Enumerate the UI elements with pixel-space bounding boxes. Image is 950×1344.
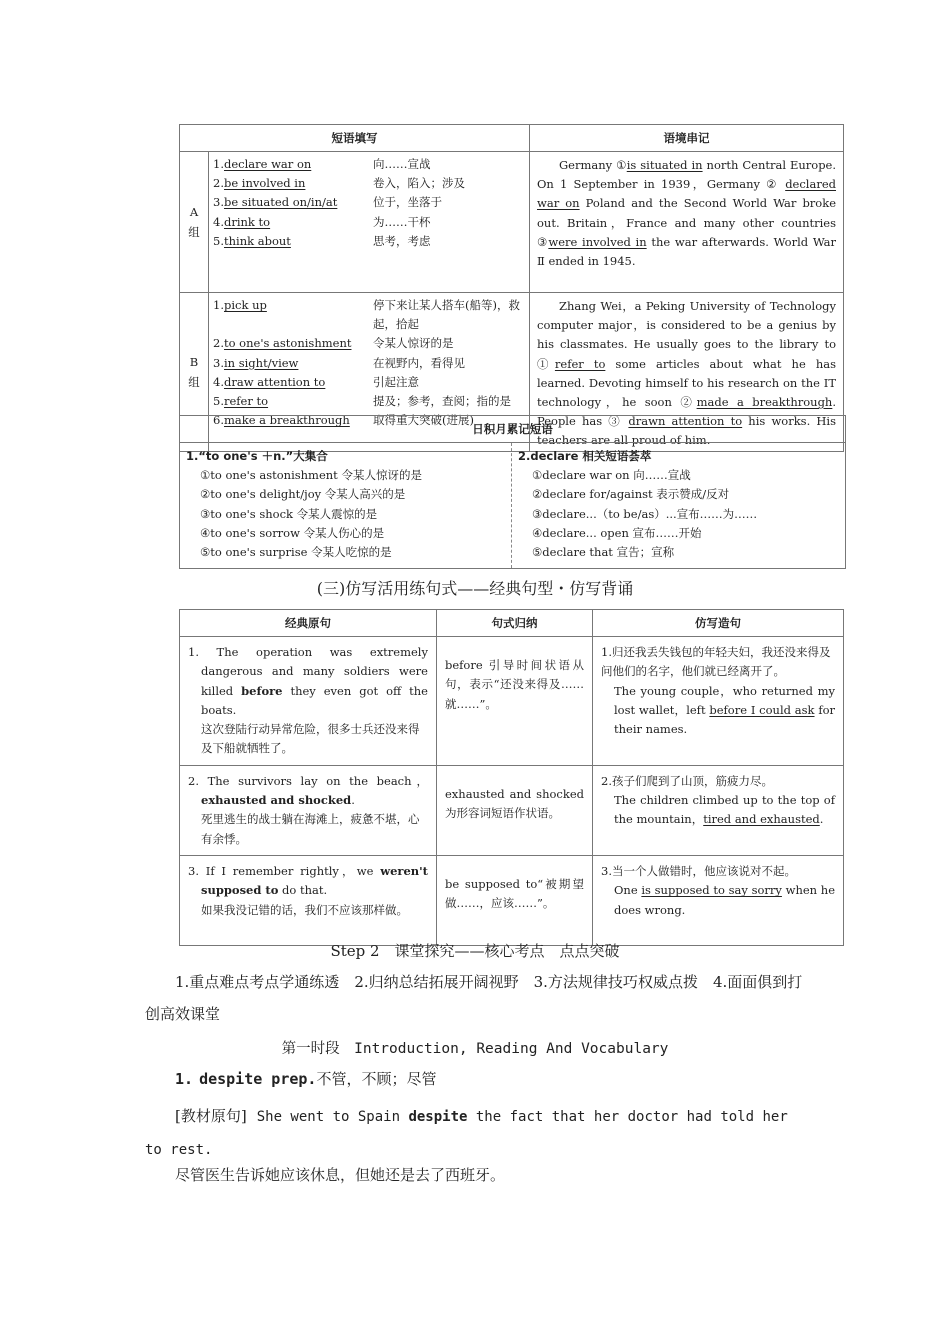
example-pre: She went to Spain [256, 1109, 409, 1125]
phrase-list [209, 152, 530, 293]
example-label: [教材原句] [175, 1107, 247, 1125]
imitation-en [601, 791, 835, 830]
example-key: despite [408, 1109, 468, 1125]
phrase-number: 4. [213, 374, 224, 389]
phrase-en [213, 213, 373, 232]
text-run: for their names. [614, 702, 835, 737]
phrase-number: 6. [213, 413, 224, 428]
pattern-summary [437, 637, 593, 766]
phrase-text: draw attention to [223, 374, 326, 389]
pattern-summary [437, 765, 593, 855]
sentence-row [180, 637, 844, 766]
example-post: the fact that her doctor had told her to rest. [145, 1109, 788, 1158]
accumulation-title: 日积月累记短语 [180, 416, 845, 443]
imitation-cn: 1.归还我丢失钱包的年轻夫妇，我还没来得及问他们的名字，他们就已经离开了。 [601, 645, 831, 679]
imitation-cn: 2.孩子们爬到了山顶，筋疲力尽。 [601, 773, 773, 788]
phrase-cn: 卷入，陷入；涉及 [373, 176, 465, 191]
accumulation-item: ⑤declare that 宣告；宣称 [532, 545, 675, 560]
text-run: when he does wrong. [614, 883, 835, 917]
text-run: One [614, 883, 642, 898]
text-run: 2. The survivors lay on the beach， [188, 773, 428, 788]
phrase-row [213, 232, 529, 251]
col-header-context: 语境串记 [530, 125, 844, 152]
phrase-number: 3. [213, 195, 224, 210]
text-run: 3. If I remember rightly，we [188, 863, 381, 878]
original-sentence [180, 765, 437, 855]
key-phrase: before [241, 683, 283, 698]
original-en [188, 643, 428, 720]
answer-text: were involved in [548, 234, 647, 249]
accumulation-right-heading: 2.declare 相关短语荟萃 [518, 449, 652, 463]
col-header-imitation: 仿写造句 [593, 610, 844, 637]
answer-text: is situated in [626, 158, 703, 172]
text-run: north Central Europe. On 1 September in 1939，Germany ② [537, 158, 837, 192]
section-title: (三)仿写活用练句式——经典句型・仿写背诵 [316, 579, 634, 598]
accumulation-left [180, 443, 511, 568]
phrase-row [213, 193, 529, 212]
key-phrase: weren't supposed to [201, 863, 428, 898]
period-title: 第一时段 Introduction, Reading And Vocabulary [281, 1041, 669, 1057]
phrase-row [213, 392, 529, 411]
original-en [188, 862, 428, 901]
pattern-text: before 引导时间状语从句，表示“还没来得及……就……”。 [445, 658, 584, 711]
text-run: The children climbed up to the top of the mountain， [614, 793, 835, 827]
text-run: Germany ① [559, 158, 627, 172]
col-header-summary: 句式归纳 [437, 610, 593, 637]
sentence-row [180, 855, 844, 945]
accumulation-item: ③declare...（to be/as）...宣布……为…… [532, 506, 758, 521]
phrase-number: 5. [213, 233, 224, 248]
original-cn: 如果我没记错的话，我们不应该那样做。 [201, 902, 408, 917]
vocab-meaning: 不管，不顾；尽管 [316, 1070, 437, 1088]
pattern-summary [437, 855, 593, 945]
phrase-cn: 向……宣战 [373, 157, 431, 171]
phrase-text: to one's astonishment [223, 336, 352, 351]
accumulation-box [179, 415, 846, 569]
imitation-sentence [593, 855, 844, 945]
vocab-entry [175, 1068, 436, 1089]
phrase-row [213, 155, 529, 174]
answer-text: declared war on [537, 177, 836, 211]
original-en [188, 772, 428, 811]
col-header-original: 经典原句 [180, 610, 437, 637]
imitation-sentence [593, 637, 844, 766]
context-paragraph [530, 152, 844, 293]
answer-text: is supposed to say sorry [641, 883, 782, 898]
phrase-row [213, 296, 529, 334]
intro-text: 1.重点难点考点学通练透 2.归纳总结拓展开阔视野 3.方法规律技巧权威点拨 4.面面俱到打创高效课堂 [145, 973, 803, 1023]
answer-text: drawn attention to [628, 414, 743, 429]
phrase-text: in sight/view [223, 355, 299, 370]
phrase-cn: 为……干杯 [373, 214, 431, 229]
phrase-row [213, 174, 529, 193]
phrase-table [179, 124, 844, 452]
accumulation-item: ⑤to one's surprise 令某人吃惊的是 [200, 545, 392, 560]
phrase-en [213, 373, 373, 392]
text-run: they even got off the boats. [201, 683, 428, 717]
phrase-en [213, 392, 373, 411]
col-header-phrases: 短语填写 [180, 125, 530, 152]
phrase-number: 2. [213, 176, 224, 191]
phrase-text: drink to [223, 214, 271, 229]
phrase-row [213, 334, 529, 353]
group-a-label: A 组 [188, 205, 200, 239]
vocab-word: despite prep. [199, 1070, 317, 1088]
phrase-cn: 思考，考虑 [373, 233, 431, 248]
phrase-en [213, 296, 373, 334]
phrase-cn: 取得重大突破(进展) [373, 413, 474, 428]
original-sentence [180, 637, 437, 766]
answer-text: before I could ask [709, 702, 815, 717]
phrase-text: pick up [223, 298, 267, 312]
phrase-number: 2. [213, 336, 224, 351]
text-run: some articles about what he has learned. Devoting himself to his research on the IT technology，he soon ② [537, 356, 836, 410]
phrase-number: 3. [213, 355, 224, 370]
accumulation-item: ②declare for/against 表示赞成/反对 [532, 487, 730, 502]
phrase-text: think about [223, 233, 291, 248]
original-cn: 这次登陆行动异常危险，很多士兵还没来得及下船就牺牲了。 [201, 722, 420, 756]
accumulation-left-heading: 1.“to one's ＋n.”大集合 [186, 449, 328, 463]
phrase-row [213, 213, 529, 232]
text-run: the war afterwards. World War Ⅱ ended in 1945. [537, 234, 836, 269]
accumulation-item: ①to one's astonishment 令某人惊讶的是 [200, 468, 422, 483]
accumulation-right [511, 443, 838, 568]
phrase-en [213, 193, 373, 212]
phrase-row [213, 373, 529, 392]
original-cn: 死里逃生的战士躺在海滩上，疲惫不堪，心有余悸。 [201, 812, 420, 846]
imitation-sentence [593, 765, 844, 855]
phrase-en [213, 334, 373, 353]
accumulation-item: ④to one's sorrow 令某人伤心的是 [200, 525, 385, 540]
key-phrase: exhausted and shocked [201, 793, 352, 808]
vocab-number: 1. [175, 1070, 194, 1088]
text-run: do that. [278, 883, 328, 898]
phrase-text: refer to [223, 394, 269, 409]
phrase-number: 1. [213, 298, 224, 312]
accumulation-item: ①declare war on 向……宣战 [532, 468, 691, 483]
pattern-text: be supposed to“被期望做……，应该……”。 [445, 876, 584, 911]
accumulation-item: ③to one's shock 令某人震惊的是 [200, 506, 378, 521]
text-run: his works. His teachers are all proud of him. [537, 414, 836, 448]
text-run: . [351, 793, 355, 808]
phrase-cn: 引起注意 [373, 374, 419, 389]
phrase-en [213, 354, 373, 373]
phrase-en [213, 174, 373, 193]
phrase-row [213, 354, 529, 373]
original-sentence [180, 855, 437, 945]
text-run: . People has ③ [537, 395, 836, 429]
answer-text: tired and exhausted [703, 812, 820, 827]
text-run: Poland and the Second World War broke out. Britain，France and many other countries ③ [537, 196, 837, 249]
sentence-table [179, 609, 844, 946]
accumulation-item: ②to one's delight/joy 令某人高兴的是 [200, 487, 406, 502]
phrase-en [213, 232, 373, 251]
phrase-text: declare war on [223, 157, 312, 171]
phrase-text: be situated on/in/at [223, 195, 338, 210]
translation: 尽管医生告诉她应该休息，但她还是去了西班牙。 [175, 1166, 506, 1184]
imitation-en [601, 881, 835, 920]
step-title: Step 2 课堂探究——核心考点 点点突破 [330, 942, 620, 960]
accumulation-item: ④declare... open 宣布……开始 [532, 525, 702, 540]
phrase-cn: 在视野内，看得见 [373, 355, 465, 370]
text-run: . [819, 812, 824, 827]
imitation-en [601, 682, 835, 740]
answer-text: refer to [554, 356, 606, 371]
answer-text: made a breakthrough [696, 395, 833, 410]
text-run: 1. The operation was extremely dangerous and many soldiers were killed [188, 645, 428, 698]
text-run: Zhang Wei，a Peking University of Technology computer major，is considered to be a genius by his classmates. He usually goes to the library to ① [537, 299, 836, 371]
phrase-text: be involved in [223, 176, 306, 191]
phrase-en [213, 155, 373, 174]
phrase-cn: 停下来让某人搭车(船等)，救起，拾起 [373, 298, 520, 332]
text-run: The young couple，who returned my lost wallet，left [614, 683, 835, 717]
context-text [537, 156, 836, 271]
phrase-cn: 位于，坐落于 [373, 195, 442, 210]
phrase-number: 1. [213, 157, 224, 171]
group-label [180, 152, 209, 293]
phrase-number: 5. [213, 394, 224, 409]
phrase-number: 4. [213, 214, 224, 229]
phrase-cn: 提及；参考，查阅；指的是 [373, 394, 511, 409]
phrase-text: make a breakthrough [223, 413, 350, 428]
imitation-cn: 3.当一个人做错时，他应该说对不起。 [601, 863, 796, 878]
pattern-text: exhausted and shocked 为形容词短语作状语。 [445, 786, 584, 821]
phrase-cn: 令某人惊讶的是 [373, 336, 454, 351]
group-b-label: B 组 [188, 354, 200, 389]
example-sentence [145, 1100, 810, 1166]
sentence-row [180, 765, 844, 855]
